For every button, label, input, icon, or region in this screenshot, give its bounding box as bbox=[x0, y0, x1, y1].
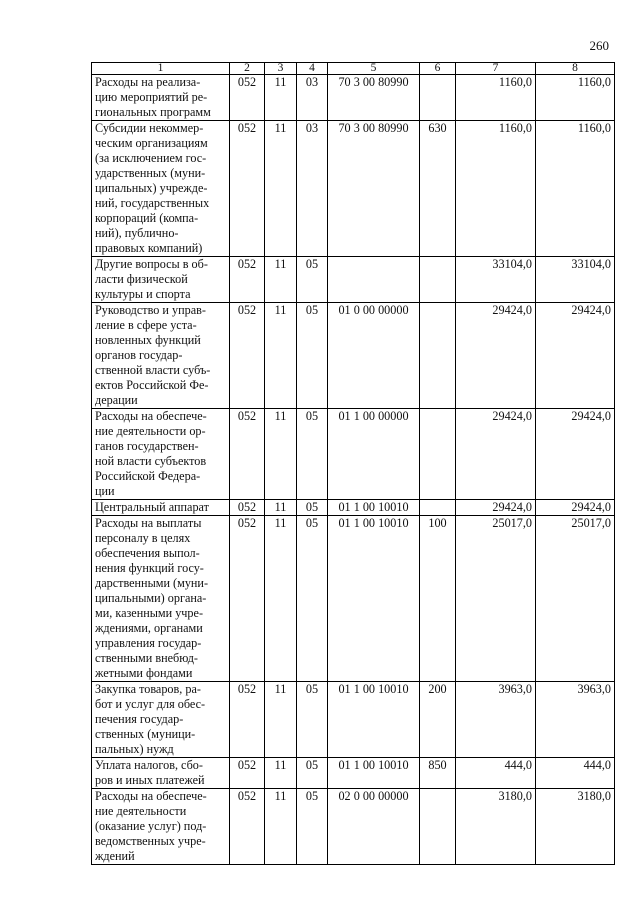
amount-cell: 29424,0 bbox=[536, 303, 615, 409]
row-name-cell: Центральный аппарат bbox=[92, 500, 230, 516]
expense-type-cell: 200 bbox=[420, 682, 456, 758]
table-header-row bbox=[92, 63, 615, 75]
section-cell: 11 bbox=[265, 789, 297, 865]
target-article-cell: 70 3 00 80990 bbox=[328, 121, 420, 257]
subsection-cell: 03 bbox=[297, 121, 328, 257]
amount-cell: 29424,0 bbox=[456, 303, 536, 409]
subsection-cell: 03 bbox=[297, 75, 328, 121]
table-row bbox=[92, 75, 615, 121]
amount-cell: 444,0 bbox=[456, 758, 536, 789]
amount-cell: 29424,0 bbox=[456, 500, 536, 516]
subsection-cell: 05 bbox=[297, 500, 328, 516]
section-cell: 11 bbox=[265, 409, 297, 500]
expense-type-cell: 850 bbox=[420, 758, 456, 789]
amount-cell: 1160,0 bbox=[536, 121, 615, 257]
table-row bbox=[92, 516, 615, 682]
target-article-cell bbox=[328, 257, 420, 303]
section-cell: 11 bbox=[265, 682, 297, 758]
expense-type-cell bbox=[420, 500, 456, 516]
section-cell: 11 bbox=[265, 257, 297, 303]
table-row bbox=[92, 257, 615, 303]
section-cell: 11 bbox=[265, 758, 297, 789]
subsection-cell: 05 bbox=[297, 758, 328, 789]
table-row bbox=[92, 303, 615, 409]
target-article-cell: 01 1 00 10010 bbox=[328, 682, 420, 758]
section-cell: 11 bbox=[265, 516, 297, 682]
expense-type-cell bbox=[420, 75, 456, 121]
amount-cell: 1160,0 bbox=[456, 121, 536, 257]
table-row bbox=[92, 121, 615, 257]
amount-cell: 3180,0 bbox=[456, 789, 536, 865]
row-name-cell: Руководство и управ- ление в сфере уста- новленных функций органов государ- ственной власти субъ- ектов Российской Фе- дерации bbox=[92, 303, 230, 409]
target-article-cell: 70 3 00 80990 bbox=[328, 75, 420, 121]
subsection-cell: 05 bbox=[297, 789, 328, 865]
amount-cell: 33104,0 bbox=[456, 257, 536, 303]
ministry-code-cell: 052 bbox=[230, 303, 265, 409]
row-name-cell: Расходы на обеспече- ние деятельности ор- ганов государствен- ной власти субъектов Российской Федера- ции bbox=[92, 409, 230, 500]
column-header: 3 bbox=[265, 63, 297, 75]
target-article-cell: 01 1 00 00000 bbox=[328, 409, 420, 500]
subsection-cell: 05 bbox=[297, 303, 328, 409]
target-article-cell: 01 0 00 00000 bbox=[328, 303, 420, 409]
amount-cell: 29424,0 bbox=[536, 500, 615, 516]
ministry-code-cell: 052 bbox=[230, 758, 265, 789]
subsection-cell: 05 bbox=[297, 516, 328, 682]
section-cell: 11 bbox=[265, 500, 297, 516]
target-article-cell: 01 1 00 10010 bbox=[328, 516, 420, 682]
column-header: 8 bbox=[536, 63, 615, 75]
column-header: 6 bbox=[420, 63, 456, 75]
section-cell: 11 bbox=[265, 303, 297, 409]
page-number: 260 bbox=[589, 38, 609, 53]
expense-type-cell: 100 bbox=[420, 516, 456, 682]
row-name-cell: Другие вопросы в об- ласти физической культуры и спорта bbox=[92, 257, 230, 303]
row-name-cell: Субсидии некоммер- ческим организациям (за исключением гос- ударственных (муни- ципальных) учрежде- ний, государственных корпораций (компа- ний), публично- правовых компаний) bbox=[92, 121, 230, 257]
amount-cell: 33104,0 bbox=[536, 257, 615, 303]
column-header: 4 bbox=[297, 63, 328, 75]
ministry-code-cell: 052 bbox=[230, 257, 265, 303]
amount-cell: 1160,0 bbox=[456, 75, 536, 121]
expense-type-cell bbox=[420, 409, 456, 500]
amount-cell: 3963,0 bbox=[456, 682, 536, 758]
table-row bbox=[92, 409, 615, 500]
section-cell: 11 bbox=[265, 121, 297, 257]
ministry-code-cell: 052 bbox=[230, 409, 265, 500]
target-article-cell: 01 1 00 10010 bbox=[328, 500, 420, 516]
target-article-cell: 02 0 00 00000 bbox=[328, 789, 420, 865]
row-name-cell: Расходы на реализа- цию мероприятий ре- гиональных программ bbox=[92, 75, 230, 121]
subsection-cell: 05 bbox=[297, 257, 328, 303]
expense-type-cell bbox=[420, 257, 456, 303]
target-article-cell: 01 1 00 10010 bbox=[328, 758, 420, 789]
ministry-code-cell: 052 bbox=[230, 516, 265, 682]
column-header: 5 bbox=[328, 63, 420, 75]
subsection-cell: 05 bbox=[297, 409, 328, 500]
row-name-cell: Уплата налогов, сбо- ров и иных платежей bbox=[92, 758, 230, 789]
row-name-cell: Закупка товаров, ра- бот и услуг для обес- печения государ- ственных (муници- пальных) нужд bbox=[92, 682, 230, 758]
amount-cell: 3180,0 bbox=[536, 789, 615, 865]
ministry-code-cell: 052 bbox=[230, 75, 265, 121]
subsection-cell: 05 bbox=[297, 682, 328, 758]
ministry-code-cell: 052 bbox=[230, 789, 265, 865]
row-name-cell: Расходы на обеспече- ние деятельности (оказание услуг) под- ведомственных учре- ждений bbox=[92, 789, 230, 865]
table-row bbox=[92, 682, 615, 758]
expense-type-cell bbox=[420, 303, 456, 409]
amount-cell: 25017,0 bbox=[456, 516, 536, 682]
ministry-code-cell: 052 bbox=[230, 500, 265, 516]
row-name-cell: Расходы на выплаты персоналу в целях обеспечения выпол- нения функций госу- дарственными (муни- ципальными) органа- ми, казенными учре- ждениями, органами управления государ- ственными внебюд- жетными фондами bbox=[92, 516, 230, 682]
amount-cell: 1160,0 bbox=[536, 75, 615, 121]
column-header: 7 bbox=[456, 63, 536, 75]
budget-table bbox=[91, 62, 615, 865]
table-row bbox=[92, 500, 615, 516]
table-row bbox=[92, 789, 615, 865]
amount-cell: 29424,0 bbox=[456, 409, 536, 500]
ministry-code-cell: 052 bbox=[230, 682, 265, 758]
ministry-code-cell: 052 bbox=[230, 121, 265, 257]
expense-type-cell bbox=[420, 789, 456, 865]
section-cell: 11 bbox=[265, 75, 297, 121]
amount-cell: 3963,0 bbox=[536, 682, 615, 758]
table-row bbox=[92, 758, 615, 789]
amount-cell: 29424,0 bbox=[536, 409, 615, 500]
amount-cell: 444,0 bbox=[536, 758, 615, 789]
column-header: 1 bbox=[92, 63, 230, 75]
column-header: 2 bbox=[230, 63, 265, 75]
amount-cell: 25017,0 bbox=[536, 516, 615, 682]
expense-type-cell: 630 bbox=[420, 121, 456, 257]
